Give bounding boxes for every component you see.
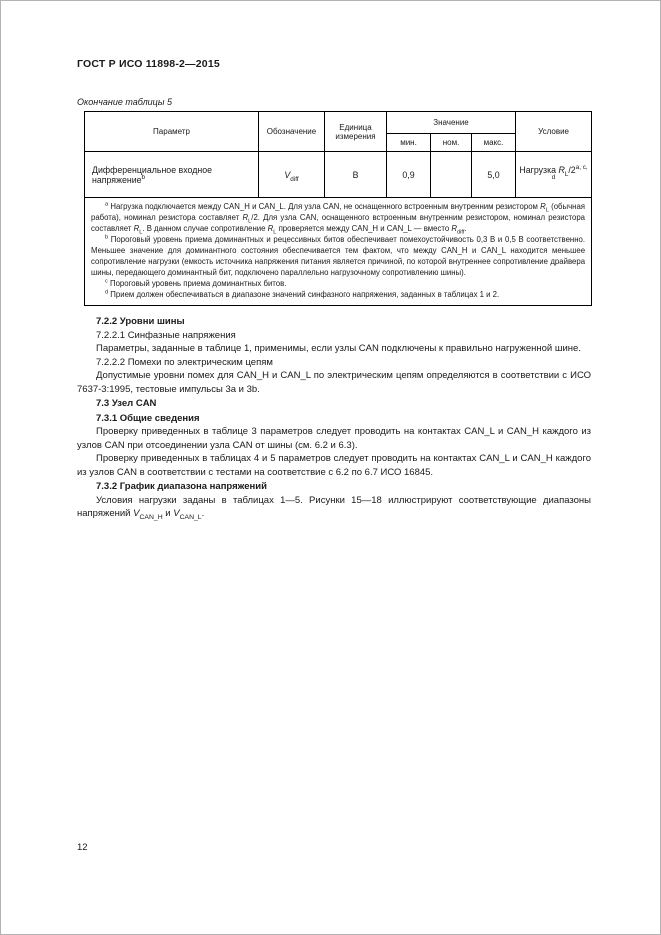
cell-min: 0,9 [387, 152, 431, 198]
body-text [77, 315, 591, 521]
para-voltage-ranges: Условия нагрузки заданы в таблицах 1—5. Рисунки 15—18 иллюстрируют соответствующие диапазоны напряжений $V_{CAN\_H}$ и $V_{CAN\_L}$. [77, 494, 591, 521]
col-header-max: макс. [472, 134, 516, 152]
cell-condition: Нагрузка $R_L/2^{a, c, d}$ [516, 152, 592, 198]
para-electrical-interference: Допустимые уровни помех для CAN_H и CAN_L по электрическим цепям определяются в соответствии с ИСО 7637-3:1995, тестовые импульсы 3a и 3b. [77, 370, 591, 395]
para-check-tables-4-5: Проверку приведенных в таблицах 4 и 5 параметров следует проводить на контактах CAN_L и CAN_H каждого из узлов CAN в соответствии с тестами на соответствие с 6.2 по 6.7 ИСО 16845. [77, 453, 591, 478]
cell-designation: $V_{diff}$ [259, 152, 325, 198]
para-check-table-3: Проверку приведенных в таблице 3 параметров следует проводить на контактах CAN_L и CAN_H каждого из узлов CAN при отсоединении узла CAN от шины (см. 6.2 и 6.3). [77, 426, 591, 451]
footnote-d: $^d$ Прием должен обеспечиваться в диапазоне значений синфазного напряжения, заданных в таблицах 1 и 2. [105, 289, 500, 299]
page-number: 12 [77, 842, 88, 853]
footnote-a: $^a$ Нагрузка подключается между CAN_H и CAN_L. Для узла CAN, не оснащенного встроенным внутренним резистором $R_L$ (обычная работа), номинал резистора составляет $R_L/2$. Для узла CAN, оснащенного встроенным внутренним резистором, номинал резистора составляет $R_L$. В данном случае сопротивление $R_L$ проверяется между CAN_H и CAN_L — вместо $R_{diff}$. [91, 201, 586, 236]
table-caption: Окончание таблицы 5 [77, 97, 172, 107]
cell-max: 5,0 [472, 152, 516, 198]
cell-nom [431, 152, 472, 198]
col-header-min: мин. [387, 134, 431, 152]
col-header-nom: ном. [431, 134, 472, 152]
heading-7-2-2: 7.2.2 Уровни шины [96, 316, 185, 327]
page-content [77, 58, 591, 521]
footnote-b: $^b$ Пороговый уровень приема доминантных и рецессивных битов обеспечивает помехоустойчивость 0,3 В и 0,5 В соответственно. Меньшее значение для доминантного состояния обеспечивается тем фактом, что между CAN_H и CAN_L находится меньшее сопротивление нагрузки (емкость источника напряжения питания является причиной, по которой внутреннее сопротивление драйвера шины, передающего доминантный бит, подключено параллельно нагрузочному сопротивлению шины). [91, 234, 586, 277]
para-common-mode-voltages: Параметры, заданные в таблице 1, применимы, если узлы CAN подключены к правильно нагруженной шине. [96, 343, 581, 354]
col-header-designation: Обозначение [259, 112, 325, 152]
cell-unit: В [325, 152, 387, 198]
heading-7-2-2-2: 7.2.2.2 Помехи по электрическим цепям [96, 356, 273, 368]
table-footnotes-row [85, 198, 592, 306]
cell-parameter: Дифференциальное входное напряжение$^b$ [85, 152, 259, 198]
heading-7-3-2: 7.3.2 График диапазона напряжений [96, 481, 267, 492]
col-header-unit: Единица измерения [325, 112, 387, 152]
table-row-differential-input-voltage [85, 152, 592, 198]
col-header-parameter: Параметр [85, 112, 259, 152]
heading-7-3: 7.3 Узел CAN [96, 398, 157, 409]
table-footnotes [85, 198, 592, 306]
table-header-row-1 [85, 112, 592, 134]
parameters-table [84, 111, 592, 306]
col-header-condition: Условие [516, 112, 592, 152]
col-header-value: Значение [387, 112, 516, 134]
footnote-c: $^c$ Пороговый уровень приема доминантных битов. [105, 278, 287, 288]
document-title: ГОСТ Р ИСО 11898-2—2015 [77, 58, 220, 70]
heading-7-2-2-1: 7.2.2.1 Синфазные напряжения [96, 329, 236, 341]
heading-7-3-1: 7.3.1 Общие сведения [96, 412, 200, 424]
